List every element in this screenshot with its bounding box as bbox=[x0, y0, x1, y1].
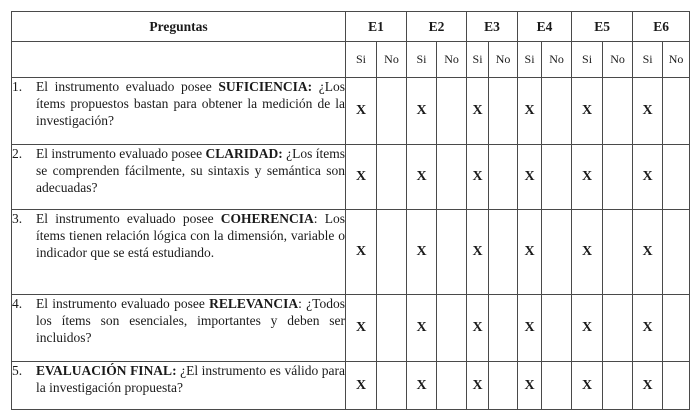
no-mark-e1 bbox=[377, 210, 407, 295]
no-mark-e3 bbox=[489, 210, 518, 295]
question-text: El instrumento evaluado posee SUFICIENCIA: ¿Los ítems propuestos bastan para obtener la medición de la investigación? bbox=[36, 79, 345, 128]
si-mark-e5: X bbox=[572, 295, 603, 362]
no-mark-e1 bbox=[377, 78, 407, 145]
no-mark-e3 bbox=[489, 78, 518, 145]
si-mark-e3: X bbox=[467, 145, 489, 210]
si-mark-e3: X bbox=[467, 362, 489, 410]
si-mark-e2: X bbox=[407, 295, 437, 362]
si-mark-e4: X bbox=[518, 362, 542, 410]
si-mark-e5: X bbox=[572, 145, 603, 210]
no-mark-e4 bbox=[542, 210, 572, 295]
evaluator-header-e1: E1 bbox=[346, 12, 407, 42]
si-mark-e6: X bbox=[633, 362, 663, 410]
no-mark-e6 bbox=[663, 362, 690, 410]
criterion-label: CLARIDAD: bbox=[205, 146, 283, 161]
no-label: No bbox=[437, 42, 467, 78]
si-mark-e4: X bbox=[518, 210, 542, 295]
si-mark-e2: X bbox=[407, 210, 437, 295]
no-mark-e2 bbox=[437, 362, 467, 410]
no-label: No bbox=[489, 42, 518, 78]
si-mark-e3: X bbox=[467, 295, 489, 362]
no-mark-e4 bbox=[542, 78, 572, 145]
question-text: El instrumento evaluado posee COHERENCIA: Los ítems tienen relación lógica con la dimensión, variable o indicador que se está estudiando. bbox=[36, 211, 345, 260]
no-mark-e4 bbox=[542, 145, 572, 210]
question-row bbox=[12, 78, 690, 145]
si-mark-e5: X bbox=[572, 78, 603, 145]
si-mark-e6: X bbox=[633, 145, 663, 210]
si-mark-e1: X bbox=[346, 295, 377, 362]
no-mark-e5 bbox=[603, 210, 633, 295]
si-mark-e2: X bbox=[407, 78, 437, 145]
question-row bbox=[12, 295, 690, 362]
si-mark-e1: X bbox=[346, 210, 377, 295]
si-mark-e4: X bbox=[518, 145, 542, 210]
evaluator-header-e4: E4 bbox=[518, 12, 572, 42]
question-number: 3. bbox=[12, 211, 23, 226]
no-mark-e2 bbox=[437, 210, 467, 295]
si-mark-e5: X bbox=[572, 210, 603, 295]
question-number: 5. bbox=[12, 363, 23, 378]
no-label: No bbox=[603, 42, 633, 78]
si-mark-e2: X bbox=[407, 145, 437, 210]
no-mark-e6 bbox=[663, 210, 690, 295]
question-text: El instrumento evaluado posee CLARIDAD: ¿Los ítems se comprenden fácilmente, su sintaxis y semántica son adecuadas? bbox=[36, 146, 345, 195]
no-mark-e3 bbox=[489, 145, 518, 210]
subheader-row bbox=[12, 42, 690, 78]
si-mark-e4: X bbox=[518, 295, 542, 362]
question-cell bbox=[12, 362, 346, 410]
si-label: Si bbox=[407, 42, 437, 78]
validation-table bbox=[11, 11, 690, 410]
question-text: El instrumento evaluado posee RELEVANCIA: ¿Todos los ítems son esenciales, importantes y deben ser incluidos? bbox=[36, 296, 345, 345]
criterion-label: EVALUACIÓN FINAL: bbox=[36, 363, 177, 378]
question-row bbox=[12, 362, 690, 410]
si-mark-e6: X bbox=[633, 78, 663, 145]
question-cell bbox=[12, 78, 346, 145]
si-mark-e3: X bbox=[467, 78, 489, 145]
evaluator-header-e2: E2 bbox=[407, 12, 467, 42]
no-mark-e6 bbox=[663, 78, 690, 145]
evaluator-header-e3: E3 bbox=[467, 12, 518, 42]
question-number: 4. bbox=[12, 296, 23, 311]
si-label: Si bbox=[518, 42, 542, 78]
no-mark-e1 bbox=[377, 145, 407, 210]
question-row bbox=[12, 145, 690, 210]
criterion-label: SUFICIENCIA: bbox=[218, 79, 313, 94]
question-number: 2. bbox=[12, 146, 23, 161]
no-mark-e5 bbox=[603, 145, 633, 210]
question-cell bbox=[12, 210, 346, 295]
questions-header: Preguntas bbox=[12, 12, 346, 42]
no-mark-e1 bbox=[377, 362, 407, 410]
no-mark-e2 bbox=[437, 78, 467, 145]
no-mark-e5 bbox=[603, 78, 633, 145]
si-mark-e5: X bbox=[572, 362, 603, 410]
si-mark-e2: X bbox=[407, 362, 437, 410]
no-mark-e2 bbox=[437, 145, 467, 210]
header-row bbox=[12, 12, 690, 42]
si-mark-e6: X bbox=[633, 295, 663, 362]
si-mark-e6: X bbox=[633, 210, 663, 295]
empty-subheader-cell bbox=[12, 42, 346, 78]
no-mark-e5 bbox=[603, 295, 633, 362]
question-rows bbox=[12, 78, 690, 410]
no-mark-e6 bbox=[663, 145, 690, 210]
evaluator-header-e5: E5 bbox=[572, 12, 633, 42]
si-label: Si bbox=[346, 42, 377, 78]
si-mark-e1: X bbox=[346, 145, 377, 210]
question-row bbox=[12, 210, 690, 295]
question-text: EVALUACIÓN FINAL: ¿El instrumento es válido para la investigación propuesta? bbox=[36, 363, 345, 395]
criterion-label: COHERENCIA bbox=[220, 211, 314, 226]
evaluator-header-e6: E6 bbox=[633, 12, 690, 42]
no-mark-e5 bbox=[603, 362, 633, 410]
question-cell bbox=[12, 145, 346, 210]
si-label: Si bbox=[633, 42, 663, 78]
no-mark-e4 bbox=[542, 295, 572, 362]
question-cell bbox=[12, 295, 346, 362]
si-mark-e4: X bbox=[518, 78, 542, 145]
no-mark-e4 bbox=[542, 362, 572, 410]
no-label: No bbox=[663, 42, 690, 78]
no-mark-e3 bbox=[489, 362, 518, 410]
si-label: Si bbox=[467, 42, 489, 78]
no-mark-e3 bbox=[489, 295, 518, 362]
si-label: Si bbox=[572, 42, 603, 78]
si-mark-e3: X bbox=[467, 210, 489, 295]
no-label: No bbox=[377, 42, 407, 78]
no-mark-e2 bbox=[437, 295, 467, 362]
criterion-label: RELEVANCIA bbox=[209, 296, 299, 311]
si-mark-e1: X bbox=[346, 78, 377, 145]
si-mark-e1: X bbox=[346, 362, 377, 410]
no-mark-e6 bbox=[663, 295, 690, 362]
question-number: 1. bbox=[12, 79, 23, 94]
no-label: No bbox=[542, 42, 572, 78]
no-mark-e1 bbox=[377, 295, 407, 362]
